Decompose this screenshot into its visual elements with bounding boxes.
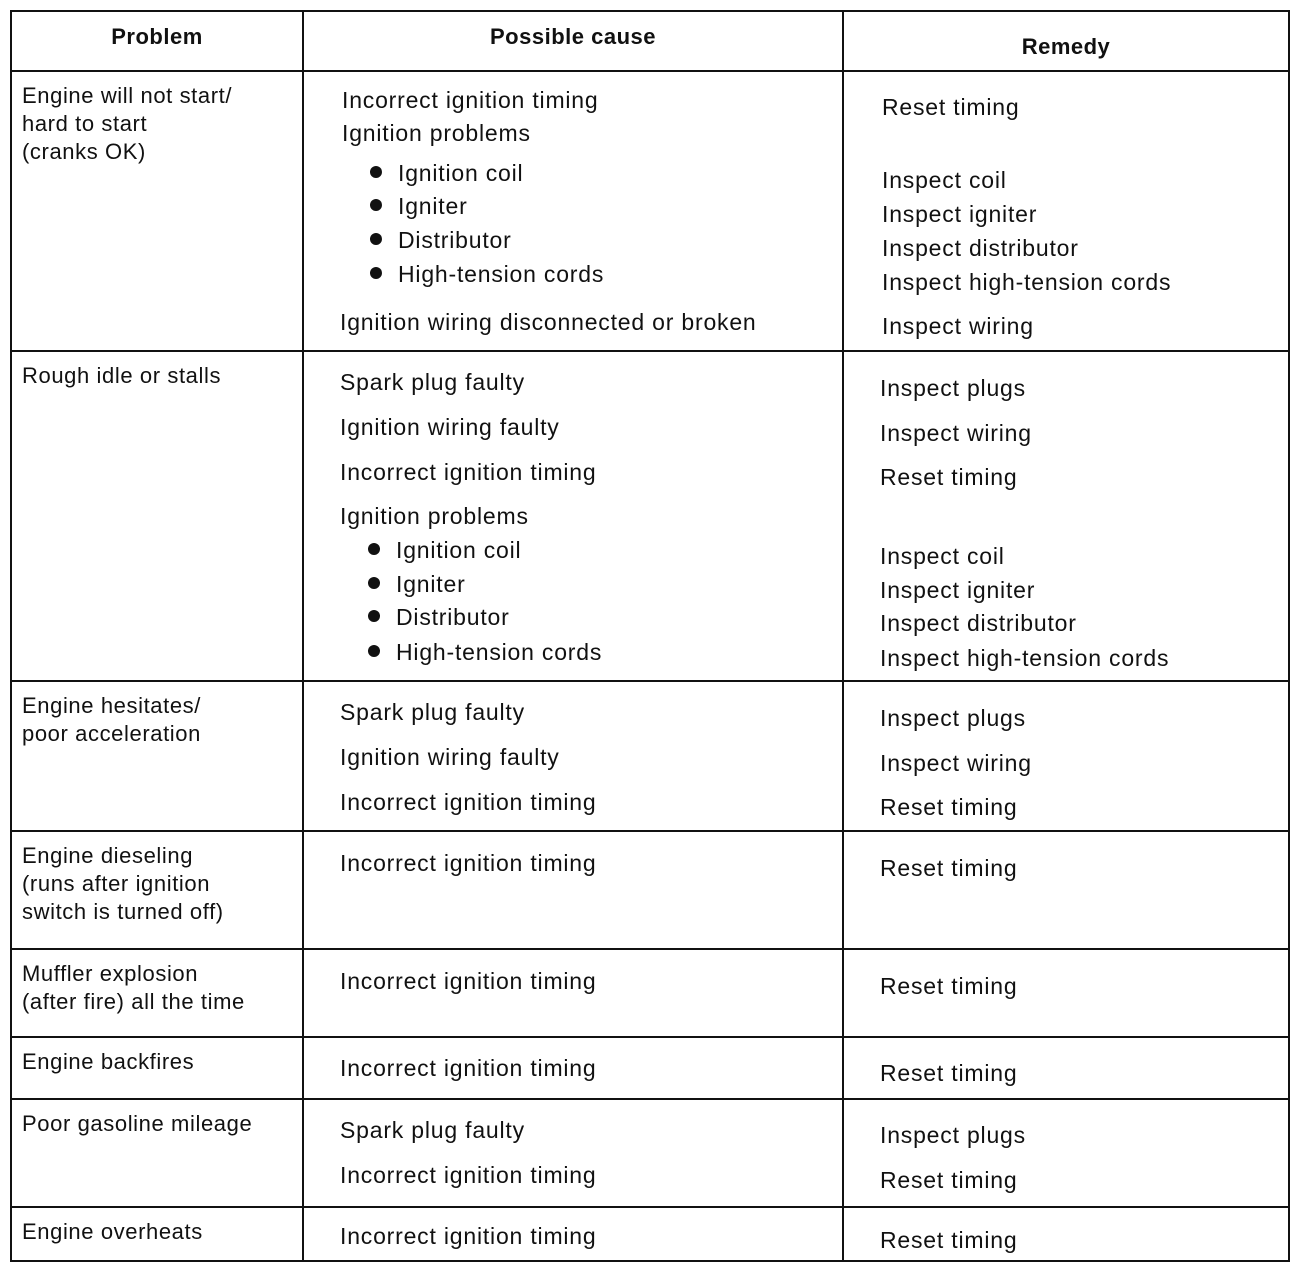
cause-cell [304,352,844,680]
cause-item: Ignition wiring faulty [340,414,560,440]
problem-cell: Engine overheats [12,1208,304,1260]
remedy-item: Inspect high-tension cords [882,269,1172,295]
table-row [12,1208,1288,1260]
cause-item: Spark plug faulty [340,699,525,725]
cause-bullet-item: Ignition coil [370,159,523,187]
cause-item: Incorrect ignition timing [340,1223,597,1249]
remedy-item: Inspect plugs [880,1122,1026,1148]
cause-cell [304,950,844,1036]
remedy-item: Reset timing [880,855,1018,881]
problem-cell: Engine dieseling (runs after ignition switch is turned off) [12,832,304,948]
cause-item: Incorrect ignition timing [340,968,597,994]
cause-item: Ignition problems [340,503,529,529]
header-possible-cause: Possible cause [304,12,844,70]
remedy-item: Inspect distributor [880,610,1077,636]
cause-item: Ignition wiring faulty [340,744,560,770]
remedy-item: Reset timing [880,1060,1018,1086]
remedy-item: Reset timing [880,1167,1018,1193]
cause-item: Incorrect ignition timing [342,87,599,113]
cause-item: Spark plug faulty [340,1117,525,1143]
cause-cell [304,1208,844,1260]
remedy-item: Inspect wiring [880,750,1032,776]
remedy-cell [844,950,1288,1036]
problem-cell: Engine will not start/ hard to start (cranks OK) [12,72,304,350]
cause-item: Incorrect ignition timing [340,1055,597,1081]
cause-bullet-item: Distributor [370,226,512,254]
remedy-cell [844,1208,1288,1260]
table-row [12,1038,1288,1100]
remedy-item: Inspect plugs [880,375,1026,401]
remedy-cell [844,352,1288,680]
remedy-cell [844,1100,1288,1206]
table-row [12,950,1288,1038]
remedy-cell [844,682,1288,830]
header-problem: Problem [12,12,304,70]
table-row [12,72,1288,352]
problem-cell: Muffler explosion (after fire) all the time [12,950,304,1036]
remedy-item: Reset timing [880,973,1018,999]
remedy-cell [844,1038,1288,1098]
remedy-item: Reset timing [880,464,1018,490]
remedy-item: Inspect wiring [882,313,1034,339]
remedy-item: Inspect igniter [882,201,1038,227]
cause-bullet-item: Distributor [368,603,510,631]
problem-cell: Poor gasoline mileage [12,1100,304,1206]
remedy-item: Inspect igniter [880,577,1036,603]
cause-item: Incorrect ignition timing [340,1162,597,1188]
table-row [12,832,1288,950]
cause-item: Incorrect ignition timing [340,789,597,815]
cause-item: Incorrect ignition timing [340,850,597,876]
table-row [12,352,1288,682]
remedy-item: Reset timing [882,94,1020,120]
cause-bullet-item: High-tension cords [368,638,602,666]
cause-cell [304,1100,844,1206]
cause-bullet-item: High-tension cords [370,260,604,288]
remedy-item: Inspect coil [882,167,1007,193]
troubleshooting-table [10,10,1290,1262]
remedy-item: Inspect wiring [880,420,1032,446]
cause-item: Ignition problems [342,120,531,146]
problem-cell: Rough idle or stalls [12,352,304,680]
table-row [12,1100,1288,1208]
problem-cell: Engine backfires [12,1038,304,1098]
header-remedy: Remedy [1021,34,1111,59]
remedy-item: Inspect plugs [880,705,1026,731]
remedy-item: Inspect coil [880,543,1005,569]
cause-bullet-item: Igniter [370,192,468,220]
cause-item: Incorrect ignition timing [340,459,597,485]
table-row [12,682,1288,832]
remedy-cell [844,72,1288,350]
remedy-item: Reset timing [880,1227,1018,1253]
cause-cell [304,1038,844,1098]
remedy-item: Inspect high-tension cords [880,645,1170,671]
cause-item: Ignition wiring disconnected or broken [340,309,757,335]
remedy-cell [844,832,1288,948]
remedy-item: Inspect distributor [882,235,1079,261]
cause-cell [304,72,844,350]
cause-cell [304,682,844,830]
cause-cell [304,832,844,948]
cause-bullet-item: Igniter [368,570,466,598]
problem-cell: Engine hesitates/ poor acceleration [12,682,304,830]
remedy-item: Reset timing [880,794,1018,820]
cause-bullet-item: Ignition coil [368,536,521,564]
table-header-row [12,12,1288,72]
cause-item: Spark plug faulty [340,369,525,395]
